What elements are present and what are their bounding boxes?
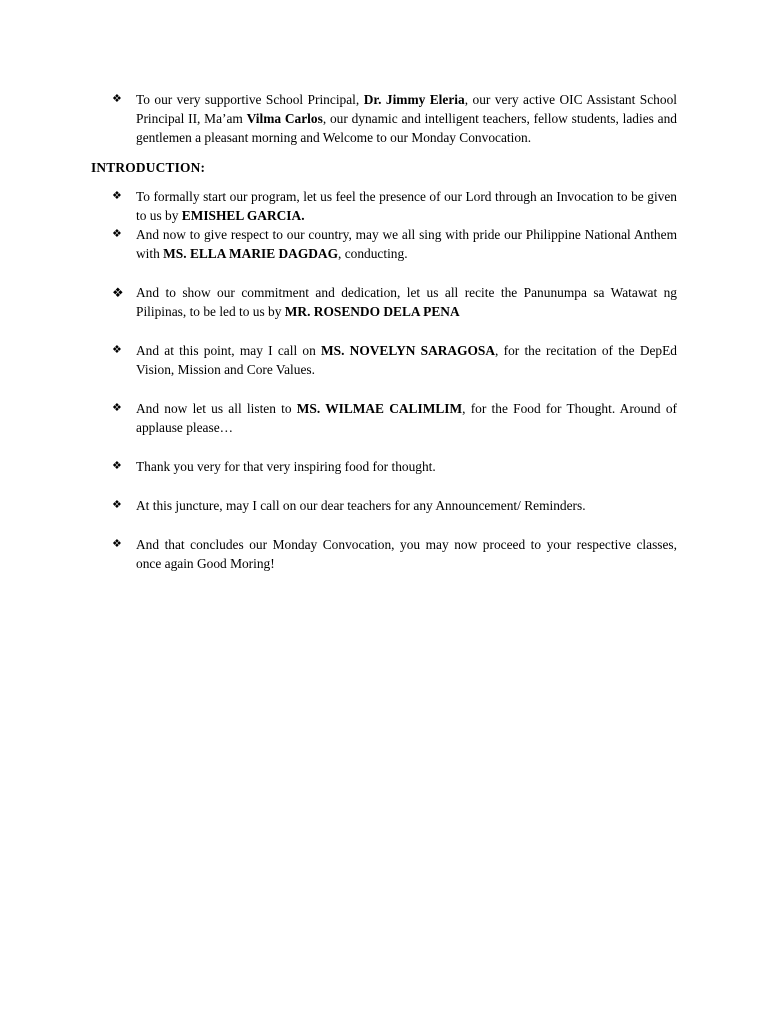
body-text: And at this point, may I call on [136, 343, 322, 358]
body-text: , for the Food for Thought. Around of applause please… [136, 401, 677, 435]
bold-name-text: MS. ELLA MARIE DAGDAG [163, 246, 338, 261]
body-text: And to show our commitment and dedication, let us all recite the Panunumpa sa Watawat ng Pilipinas, to be led to us by [136, 285, 677, 319]
bold-name-text: EMISHEL GARCIA. [181, 208, 305, 223]
list-item [91, 283, 677, 321]
body-text: And that concludes our Monday Convocation, you may now proceed to your respective classes, once again Good Moring! [136, 537, 677, 571]
body-text: , our dynamic and intelligent teachers, fellow students, ladies and gentlemen a pleasant morning and Welcome to our Monday Convocation. [136, 111, 677, 145]
list-item [91, 457, 677, 476]
diamond-bullet-icon: ❖ [112, 344, 122, 356]
body-text: , our very active OIC Assistant School Principal II, Ma’am [136, 92, 677, 126]
list-item [91, 90, 677, 147]
body-text: , conducting. [338, 246, 408, 261]
list-item [91, 399, 677, 437]
diamond-bullet-icon: ❖ [112, 190, 122, 202]
greeting-list [91, 90, 677, 147]
document-body [91, 90, 677, 573]
diamond-bullet-icon: ❖ [112, 499, 122, 511]
body-text: And now let us all listen to [136, 401, 297, 416]
diamond-bullet-icon: ❖ [112, 93, 122, 105]
list-item [91, 187, 677, 225]
diamond-bullet-icon: ❖ [112, 538, 122, 550]
diamond-bullet-icon: ❖ [112, 228, 122, 240]
body-text: And now to give respect to our country, may we all sing with pride our Philippine National Anthem with [136, 227, 677, 261]
program-list [91, 187, 677, 573]
diamond-bullet-icon: ❖ [112, 460, 122, 472]
body-text: Thank you very for that very inspiring food for thought. [136, 459, 436, 474]
bold-name-text: Vilma Carlos [246, 111, 323, 126]
body-text: To formally start our program, let us feel the presence of our Lord through an Invocation to be given to us by [136, 189, 677, 223]
list-item [91, 225, 677, 263]
body-text: At this juncture, may I call on our dear teachers for any Announcement/ Reminders. [136, 498, 586, 513]
section-heading: INTRODUCTION: [91, 160, 206, 175]
bold-name-text: MR. ROSENDO DELA PENA [284, 304, 460, 319]
body-text: To our very supportive School Principal, [136, 92, 364, 107]
list-item [91, 341, 677, 379]
diamond-bullet-icon: ❖ [112, 285, 124, 300]
list-item [91, 535, 677, 573]
bold-name-text: Dr. Jimmy Eleria [363, 92, 465, 107]
diamond-bullet-icon: ❖ [112, 402, 122, 414]
body-text: , for the recitation of the DepEd Vision, Mission and Core Values. [136, 343, 677, 377]
bold-name-text: MS. WILMAE CALIMLIM [296, 401, 463, 416]
bold-name-text: MS. NOVELYN SARAGOSA [321, 343, 496, 358]
list-item [91, 496, 677, 515]
